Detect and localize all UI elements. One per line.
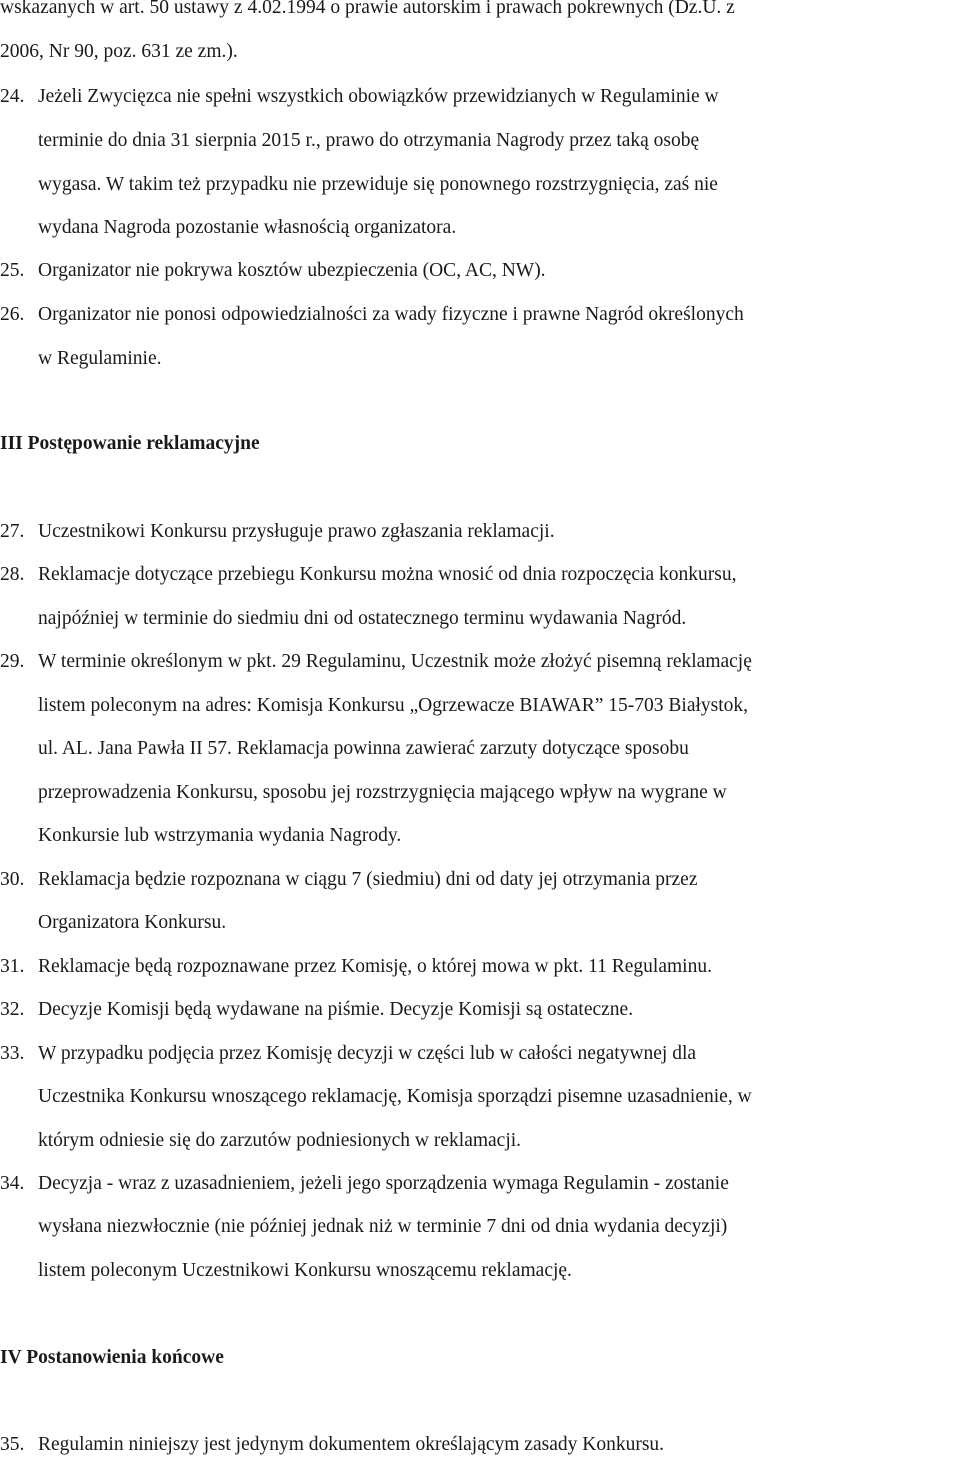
item-text: Uczestnikowi Konkursu przysługuje prawo zgłaszania reklamacji. — [38, 521, 555, 542]
item-text-continuation: przeprowadzenia Konkursu, sposobu jej rozstrzygnięcia mającego wpływ na wygrane w — [38, 782, 727, 803]
item-text: Reklamacje będą rozpoznawane przez Komisję, o której mowa w pkt. 11 Regulaminu. — [38, 956, 712, 977]
list-item — [0, 520, 555, 544]
item-number: 35. — [0, 1434, 25, 1455]
section-heading-final-provisions: IV Postanowienia końcowe — [0, 1347, 224, 1368]
item-number: 29. — [0, 651, 25, 672]
list-item — [0, 1172, 729, 1196]
item-text: Organizator nie ponosi odpowiedzialności za wady fizyczne i prawne Nagród określonych — [38, 304, 744, 325]
item-text-continuation: którym odniesie się do zarzutów podniesionych w reklamacji. — [38, 1130, 522, 1151]
list-item — [0, 85, 719, 109]
item-text-continuation: terminie do dnia 31 sierpnia 2015 r., prawo do otrzymania Nagrody przez taką osobę — [38, 130, 700, 151]
item-number: 34. — [0, 1173, 25, 1194]
item-text: W terminie określonym w pkt. 29 Regulaminu, Uczestnik może złożyć pisemną reklamację — [38, 651, 752, 672]
item-text: W przypadku podjęcia przez Komisję decyzji w części lub w całości negatywnej dla — [38, 1043, 697, 1064]
item-text: Decyzje Komisji będą wydawane na piśmie. Decyzje Komisji są ostateczne. — [38, 999, 634, 1020]
list-item — [0, 868, 697, 892]
item-text: Jeżeli Zwycięzca nie spełni wszystkich obowiązków przewidzianych w Regulaminie w — [38, 86, 719, 107]
item-number: 28. — [0, 564, 25, 585]
item-text-continuation: najpóźniej w terminie do siedmiu dni od ostatecznego terminu wydawania Nagród. — [38, 608, 687, 629]
item-text-continuation: wygasa. W takim też przypadku nie przewiduje się ponownego rozstrzygnięcia, zaś nie — [38, 174, 718, 195]
item-number: 31. — [0, 956, 25, 977]
item-text-continuation: Uczestnika Konkursu wnoszącego reklamację, Komisja sporządzi pisemne uzasadnienie, w — [38, 1086, 752, 1107]
list-item — [0, 563, 737, 587]
item-number: 24. — [0, 86, 25, 107]
item-text-continuation: ul. AL. Jana Pawła II 57. Reklamacja powinna zawierać zarzuty dotyczące sposobu — [38, 738, 689, 759]
intro-line-2: 2006, Nr 90, poz. 631 ze zm.). — [0, 41, 238, 62]
item-text-continuation: Konkursie lub wstrzymania wydania Nagrody. — [38, 825, 402, 846]
item-text-continuation: wydana Nagroda pozostanie własnością organizatora. — [38, 217, 457, 238]
item-text-continuation: Organizatora Konkursu. — [38, 912, 227, 933]
item-text: Organizator nie pokrywa kosztów ubezpieczenia (OC, AC, NW). — [38, 260, 546, 281]
item-text: Regulamin niniejszy jest jedynym dokumentem określającym zasady Konkursu. — [38, 1434, 665, 1455]
item-text: Decyzja - wraz z uzasadnieniem, jeżeli jego sporządzenia wymaga Regulamin - zostanie — [38, 1173, 729, 1194]
section-heading-complaints: III Postępowanie reklamacyjne — [0, 433, 260, 454]
list-item — [0, 650, 752, 674]
item-number: 25. — [0, 260, 25, 281]
item-number: 26. — [0, 304, 25, 325]
item-text-continuation: wysłana niezwłocznie (nie później jednak niż w terminie 7 dni od dnia wydania decyzji) — [38, 1216, 728, 1237]
item-text-continuation: w Regulaminie. — [38, 348, 162, 369]
item-number: 30. — [0, 869, 25, 890]
list-item — [0, 1042, 696, 1066]
item-text-continuation: listem poleconym Uczestnikowi Konkursu wnoszącemu reklamację. — [38, 1260, 572, 1281]
item-text: Reklamacja będzie rozpoznana w ciągu 7 (siedmiu) dni od daty jej otrzymania przez — [38, 869, 698, 890]
item-text-continuation: listem poleconym na adres: Komisja Konkursu „Ogrzewacze BIAWAR” 15-703 Białystok, — [38, 695, 749, 716]
item-number: 32. — [0, 999, 25, 1020]
item-number: 33. — [0, 1043, 25, 1064]
list-item — [0, 259, 546, 283]
list-item — [0, 955, 712, 979]
intro-line-1: wskazanych w art. 50 ustawy z 4.02.1994 o prawie autorskim i prawach pokrewnych (Dz.U. z — [0, 0, 735, 18]
item-number: 27. — [0, 521, 25, 542]
list-item — [0, 303, 744, 327]
list-item — [0, 998, 633, 1022]
list-item — [0, 1433, 664, 1457]
item-text: Reklamacje dotyczące przebiegu Konkursu można wnosić od dnia rozpoczęcia konkursu, — [38, 564, 737, 585]
